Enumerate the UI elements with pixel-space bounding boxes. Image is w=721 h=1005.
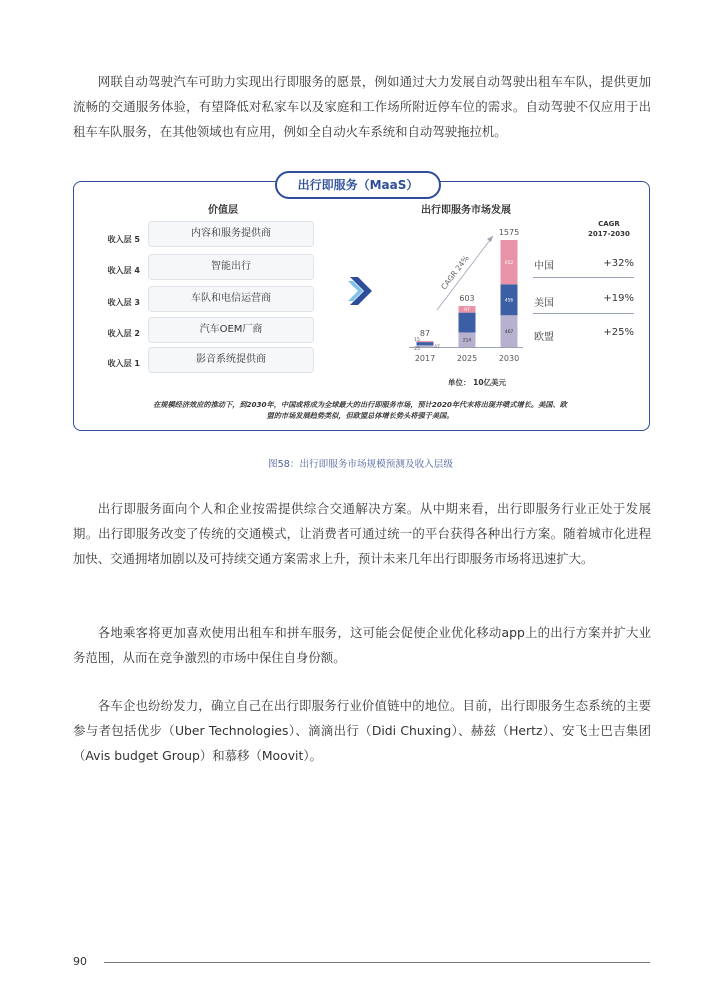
tier-label-2: 收入层 2 <box>107 329 140 338</box>
paragraph-1 <box>73 69 651 144</box>
region-name-eu: 欧盟 <box>534 332 554 343</box>
market-panel-title: 出行即服务市场发展 <box>421 205 511 216</box>
category-label: 2017 <box>414 354 436 363</box>
paragraph-4 <box>73 693 651 768</box>
region-divider <box>533 313 634 314</box>
tier-label-5: 收入层 5 <box>107 235 140 244</box>
total-label: 603 <box>459 294 475 304</box>
figure-title: 出行即服务（MaaS） <box>275 171 441 199</box>
segment-label: 456 <box>504 298 514 304</box>
segment-label: 214 <box>462 338 472 344</box>
paragraph-1-text: 网联自动驾驶汽车可助力实现出行即服务的愿景，例如通过大力发展自动驾驶出租车车队，提供更加流畅的交通服务体验，有望降低对私家车以及家庭和工作场所附近停车位的需求。自动驾驶不仅应用于出租车车队服务，在其他领域也有应用，例如全自动火车系统和自动驾驶拖拉机。 <box>73 74 651 139</box>
segment-label: 47 <box>434 345 440 350</box>
growth-arrow-head <box>487 236 493 242</box>
paragraph-3 <box>73 620 651 670</box>
segment-label: 25 <box>414 347 420 352</box>
value-panel-title: 价值层 <box>208 205 238 216</box>
total-label: 87 <box>419 329 431 339</box>
paragraph-3-text: 各地乘客将更加喜欢使用出租车和拼车服务，这可能会促使企业优化移动app上的出行方案并扩大业务范围，从而在竞争激烈的市场中保住自身份额。 <box>73 625 651 665</box>
footer-divider <box>104 962 650 963</box>
market-bar-chart <box>395 212 525 367</box>
cagr-header <box>588 219 630 239</box>
tier-box-4: 智能出行 <box>148 254 314 280</box>
page-number: 90 <box>73 955 87 968</box>
unit-label: 单位： 10亿美元 <box>448 378 507 387</box>
region-name-usa: 美国 <box>534 298 554 309</box>
tier-box-1: 影音系统提供商 <box>148 347 314 373</box>
bar-segment <box>459 313 476 333</box>
region-rate-usa: +19% <box>603 293 634 304</box>
tier-label-3: 收入层 3 <box>107 298 140 307</box>
region-rate-eu: +25% <box>603 327 634 338</box>
segment-label: 97 <box>464 308 470 314</box>
tier-box-3: 车队和电信运营商 <box>148 286 314 312</box>
cagr-header-line1: CAGR <box>598 220 620 228</box>
tier-label-1: 收入层 1 <box>107 359 140 368</box>
segment-label: 467 <box>504 329 514 335</box>
cagr-header-line2: 2017-2030 <box>588 230 630 238</box>
growth-label: CAGR 24% <box>439 253 471 292</box>
figure-caption: 图58：出行即服务市场规模预测及收入层级 <box>268 459 453 470</box>
figure-note: 在规模经济效应的推动下，到2030年，中国或将成为全球最大的出行即服务市场，预计2020年代末将出现井喷式增长。美国、欧盟的市场发展趋势类似，但欧盟总体增长势头将强于美国。 <box>153 400 567 420</box>
tier-box-5: 内容和服务提供商 <box>148 221 314 247</box>
total-label: 1575 <box>498 228 520 237</box>
category-label: 2025 <box>456 354 478 363</box>
paragraph-2-text: 出行即服务面向个人和企业按需提供综合交通解决方案。从中期来看，出行即服务行业正处于发展期。出行即服务改变了传统的交通模式，让消费者可通过统一的平台获得各种出行方案。随着城市化进程加快、交通拥堵加剧以及可持续交通方案需求上升，预计未来几年出行即服务市场将迅速扩大。 <box>73 501 651 566</box>
paragraph-2 <box>73 496 651 571</box>
segment-label: 652 <box>504 260 514 266</box>
region-name-china: 中国 <box>534 261 554 272</box>
region-divider <box>533 277 634 278</box>
segment-label: 15 <box>414 338 420 343</box>
tier-label-4: 收入层 4 <box>107 266 140 275</box>
chevron-right-icon <box>348 275 378 307</box>
region-rate-china: +32% <box>603 258 634 269</box>
category-label: 2030 <box>498 354 520 363</box>
tier-box-2: 汽车OEM厂商 <box>148 317 314 343</box>
paragraph-4-text: 各车企也纷纷发力，确立自己在出行即服务行业价值链中的地位。目前，出行即服务生态系统的主要参与者包括优步（Uber Technologies）、滴滴出行（Didi Chuxing）、赫兹（Hertz）、安飞士巴吉集团（Avis budget Group）和慕移（Moovit）。 <box>73 698 651 763</box>
